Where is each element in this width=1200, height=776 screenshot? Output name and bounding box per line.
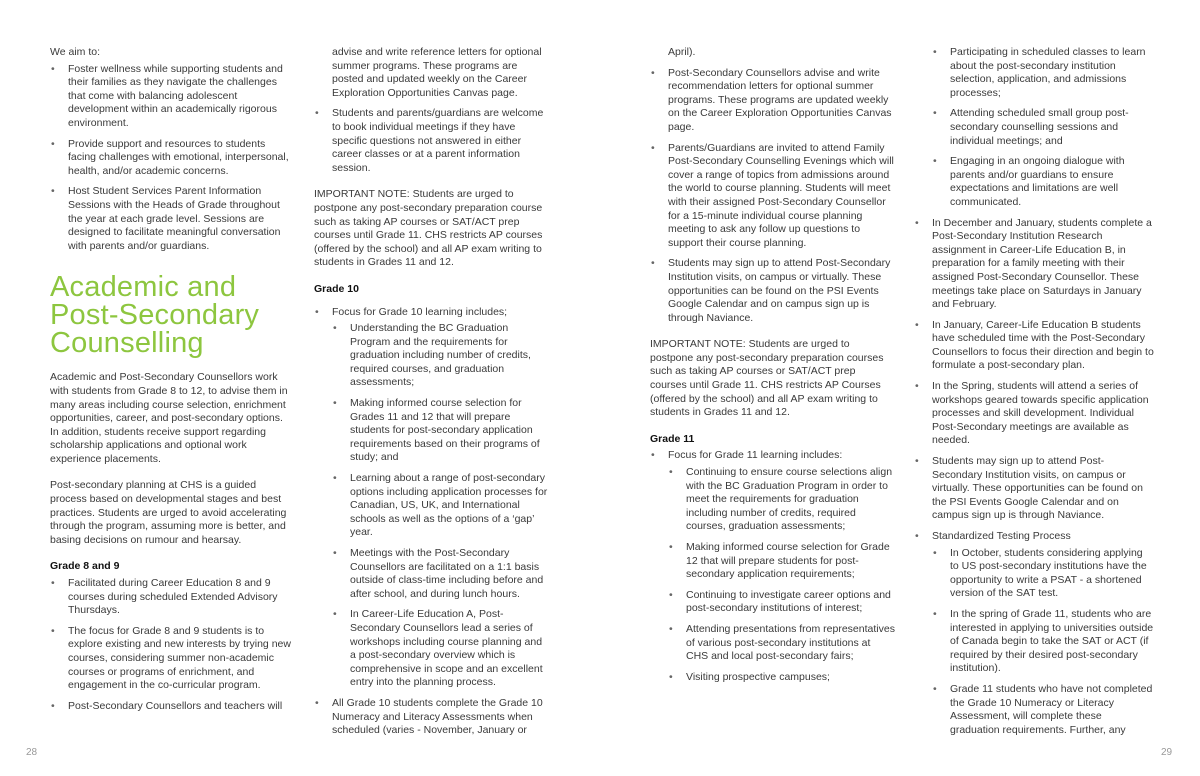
grade-11-sublist: [668, 466, 895, 684]
grade-8-9-list: [50, 577, 294, 713]
sub-item: • Engaging in an ongoing dialogue with parents and/or guardians to ensure expectations and limitations are well communicated.: [932, 155, 1154, 209]
list-item: [650, 449, 895, 684]
list-item: [314, 306, 548, 690]
column-1: [50, 46, 294, 720]
list-item: • Students and parents/guardians are welcome to book individual meetings if they have specific questions not answered in either career classes or at a parent information session.: [314, 107, 548, 175]
grade-10-focus: Focus for Grade 10 learning includes;: [332, 305, 508, 318]
column-2: [314, 46, 548, 745]
section-title-line: Counselling: [50, 327, 204, 360]
sub-item: • Attending presentations from representatives of various post-secondary institutions at CHS and local post-secondary fairs;: [668, 623, 895, 664]
section-title-line: Academic and: [50, 271, 237, 304]
sub-item: • Continuing to investigate career options and post-secondary institutions of interest;: [668, 589, 895, 616]
column-3: [650, 46, 895, 691]
section-title: [50, 271, 294, 360]
grade-10-list: [314, 306, 548, 738]
grade-8-9-heading: Grade 8 and 9: [50, 560, 120, 573]
list-item: • Students may sign up to attend Post-Secondary Institution visits, on campus or virtually. These opportunities can be found on the PSI Events Google Calendar and on campus sign up is through Naviance.: [650, 257, 895, 325]
sub-item: • In October, students considering applying to US post-secondary institutions have the opportunity to write a PSAT - a shortened version of the SAT test.: [932, 547, 1154, 601]
sub-item: • In Career-Life Education A, Post-Secondary Counsellors lead a series of workshops including course planning and a post-secondary overview which is comprehensive in scope and an excellent entry into the planning process.: [332, 608, 548, 690]
grade-11-sublist-continued: [932, 46, 1154, 210]
list-item: • Students may sign up to attend Post-Secondary Institution visits, on campus or virtually. These opportunities can be found on the PSI Events Google Calendar and on campus sign up is through Naviance.: [914, 455, 1154, 523]
list-item: • Post-Secondary Counsellors advise and write recommendation letters for optional summer programs. These programs are updated weekly on the Career Exploration Opportunities Canvas page.: [650, 67, 895, 135]
list-item: • The focus for Grade 8 and 9 students is to explore existing and new interests by trying new courses, considering summer non-academic courses or programs of enrichment, and engagement in the co-curricular program.: [50, 625, 294, 693]
testing-sublist: [932, 547, 1154, 738]
grade-10-sublist: [332, 322, 548, 690]
aim-item: • Host Student Services Parent Information Sessions with the Heads of Grade throughout the year at each grade level. Sessions are designed to facilitate meaningful conversation with parents and/or guardians.: [50, 185, 294, 253]
planning-paragraph: Post-secondary planning at CHS is a guided process based on developmental stages and best practices. Students are urged to avoid accelerating through the program, assuming more is better, and basing decisions on rumour and hearsay.: [50, 479, 287, 546]
sub-item: • Making informed course selection for Grade 12 that will prepare students for post-secondary application requirements;: [668, 541, 895, 582]
list-item: • Post-Secondary Counsellors and teachers will: [50, 700, 294, 714]
sub-item: • Understanding the BC Graduation Program and the requirements for graduation including number of credits, required courses, and graduation assessments;: [332, 322, 548, 390]
aim-item: • Foster wellness while supporting students and their families as they navigate the challenges that come with balancing adolescent development within an academically rigorous environment.: [50, 63, 294, 131]
list-item: • In December and January, students complete a Post-Secondary Institution Research assignment in Career-Life Education B, in preparation for a family meeting with their assigned Post-Secondary Counsellor. These meetings take place on Saturdays in January and February.: [914, 217, 1154, 312]
list-item: • In the Spring, students will attend a series of workshops geared towards specific application processes and skill development. Individual Post-Secondary meetings are available as needed.: [914, 380, 1154, 448]
important-note: IMPORTANT NOTE: Students are urged to postpone any post-secondary preparation courses such as taking AP courses or SAT/ACT prep courses until Grade 11. CHS restricts AP Courses (offered by the school) and all AP exam writing to students in Grades 11 and 12.: [650, 338, 884, 419]
sub-item: • Continuing to ensure course selections align with the BC Graduation Program in order to meet the requirements for graduation including number of credits, required courses, graduation assessments;: [668, 466, 895, 534]
grade-10-heading: Grade 10: [314, 282, 359, 295]
sub-item: • Attending scheduled small group post-secondary counselling sessions and individual meetings; and: [932, 107, 1154, 148]
list-item-continued: [914, 46, 1154, 210]
aims-list: [50, 63, 294, 254]
section-title-line: Post-Secondary: [50, 299, 260, 332]
sub-item: • Participating in scheduled classes to learn about the post-secondary institution selection, application, and admissions processes;: [932, 46, 1154, 100]
grade-8-9-list-continued: [314, 46, 548, 175]
list-item-continued: advise and write reference letters for optional summer programs. These programs are posted and updated weekly on the Career Exploration Opportunities Canvas page.: [332, 46, 542, 99]
sub-item: • Grade 11 students who have not completed the Grade 10 Numeracy or Literacy Assessment, will complete these graduation requirements. Further, any: [932, 683, 1154, 737]
list-item: • Facilitated during Career Education 8 and 9 courses during scheduled Extended Advisory Thursdays.: [50, 577, 294, 618]
list-item: • In January, Career-Life Education B students have scheduled time with the Post-Secondary Counsellors to focus their direction and begin to formulate a post-secondary plan.: [914, 319, 1154, 373]
column-4: [914, 46, 1154, 744]
grade-11-focus: Focus for Grade 11 learning includes:: [668, 449, 843, 462]
page-number-left: 28: [26, 747, 38, 758]
list-item: • Parents/Guardians are invited to attend Family Post-Secondary Counselling Evenings which will cover a range of topics from admissions around the world to course planning. Students will meet with their assigned Post-Secondary Counsellor for a 15-minute individual course planning meeting to ask any follow up questions to support their course planning.: [650, 142, 895, 251]
testing-label: Standardized Testing Process: [932, 530, 1071, 542]
grade-11-heading: Grade 11: [650, 432, 695, 445]
list-item: [914, 530, 1154, 737]
page-number-right: 29: [1161, 747, 1173, 758]
sub-item: • Meetings with the Post-Secondary Counsellors are facilitated on a 1:1 basis outside of class-time including before and after school, and during lunch hours.: [332, 547, 548, 601]
important-note: IMPORTANT NOTE: Students are urged to postpone any post-secondary preparation course such as taking AP courses or SAT/ACT prep courses until Grade 11. CHS restricts AP courses (offered by the school) and all AP exam writing to students in Grades 11 and 12.: [314, 188, 543, 269]
grade-11-list-continued: [914, 46, 1154, 737]
grade-11-list: [650, 449, 895, 684]
sub-item: • In the spring of Grade 11, students who are interested in applying to universities outside of Canada begin to take the SAT or ACT (if required by their desired post-secondary institution).: [932, 608, 1154, 676]
list-item: • All Grade 10 students complete the Grade 10 Numeracy and Literacy Assessments when scheduled (varies - November, January or: [314, 697, 548, 738]
intro-paragraph: Academic and Post-Secondary Counsellors work with students from Grade 8 to 12, to advise them in many areas including course selection, enrichment opportunities, career, and post-secondary options. In addition, students receive support regarding scholarship applications and optional work experience placements.: [50, 371, 288, 465]
grade-10-list-continued: [650, 46, 895, 325]
sub-item: • Learning about a range of post-secondary options including application processes for Canadian, US, UK, and International schools as well as the options of a ‘gap’ year.: [332, 472, 548, 540]
list-item-continued: April).: [668, 46, 696, 58]
sub-item: • Making informed course selection for Grades 11 and 12 that will prepare students for post-secondary application requirements based on their programs of study; and: [332, 397, 548, 465]
aims-intro: We aim to:: [50, 46, 100, 58]
aim-item: • Provide support and resources to students facing challenges with emotional, interpersonal, health, and/or academic concerns.: [50, 138, 294, 179]
sub-item: • Visiting prospective campuses;: [668, 671, 895, 685]
